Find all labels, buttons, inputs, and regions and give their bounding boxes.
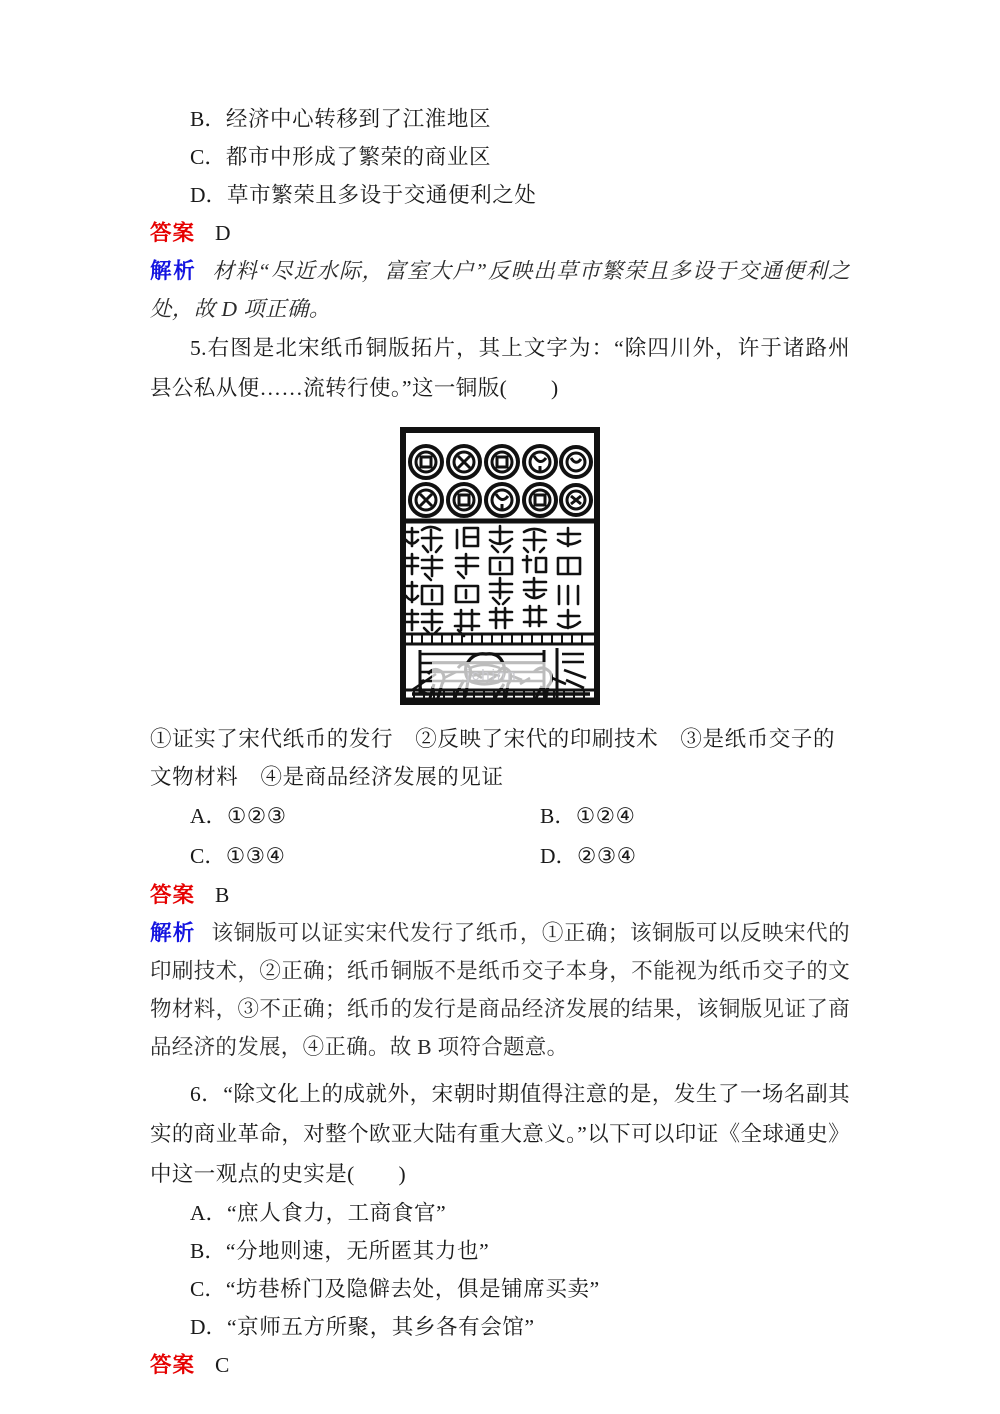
q6-option-b-label: B． bbox=[190, 1239, 226, 1263]
q6-option-a-text: “庶人食力，工商食官” bbox=[227, 1201, 447, 1225]
q4-option-c-label: C． bbox=[190, 145, 226, 169]
q5-analysis-tag: 解析 bbox=[150, 921, 196, 945]
q4-analysis-tag: 解析 bbox=[150, 259, 197, 283]
q4-analysis bbox=[150, 252, 850, 328]
q6-answer-tag: 答案 bbox=[150, 1353, 196, 1377]
q5-option-c bbox=[190, 836, 540, 876]
q5-analysis-text: 该铜版可以证实宋代发行了纸币，①正确；该铜版可以反映宋代的印刷技术，②正确；纸币铜版不是纸币交子本身，不能视为纸币交子的文物材料，③不正确；纸币的发行是商品经济发展的结果，该铜版见证了商品经济的发展，④正确。故 B 项符合题意。 bbox=[150, 921, 850, 1059]
q4-option-b-text: 经济中心转移到了江淮地区 bbox=[225, 107, 492, 131]
q5-option-a-text: ①②③ bbox=[227, 804, 287, 828]
q5-answer-value: B bbox=[215, 883, 230, 907]
q4-option-d bbox=[150, 176, 850, 214]
q6-option-b-text: “分地则速，无所匿其力也” bbox=[225, 1239, 490, 1263]
q6-answer-row bbox=[150, 1346, 850, 1384]
q4-answer-tag: 答案 bbox=[150, 221, 196, 245]
q4-option-c-text: 都市中形成了繁荣的商业区 bbox=[225, 145, 492, 169]
q6-option-d-label: D． bbox=[190, 1315, 228, 1339]
q6-option-d bbox=[150, 1308, 850, 1346]
q5-option-b-label: B． bbox=[540, 804, 576, 828]
q4-answer-row bbox=[150, 214, 850, 252]
figure-watermark: jchinn bbox=[432, 662, 552, 688]
q6-option-d-text: “京师五方所聚，其乡各有会馆” bbox=[227, 1315, 535, 1339]
q4-option-b bbox=[150, 100, 850, 138]
q5-option-c-text: ①③④ bbox=[225, 844, 286, 868]
q6-option-b bbox=[150, 1232, 850, 1270]
q5-answer-tag: 答案 bbox=[150, 883, 196, 907]
q6-option-c-text: “坊巷桥门及隐僻去处，俱是铺席买卖” bbox=[225, 1277, 600, 1301]
q5-options-row-1 bbox=[150, 796, 850, 836]
q6-option-c bbox=[150, 1270, 850, 1308]
q6-option-a-label: A． bbox=[190, 1201, 228, 1225]
q5-stem: 5.右图是北宋纸币铜版拓片，其上文字为：“除四川外，许于诸路州县公私从便……流转行使。”这一铜版( ) bbox=[150, 336, 850, 400]
q5-answer-row bbox=[150, 876, 850, 914]
q6-option-c-label: C． bbox=[190, 1277, 226, 1301]
section-spacer bbox=[150, 1066, 850, 1074]
q4-option-b-label: B． bbox=[190, 107, 226, 131]
q5-analysis bbox=[150, 914, 850, 1066]
q4-option-d-text: 草市繁荣且多设于交通便利之处 bbox=[227, 183, 537, 207]
q5-option-b bbox=[540, 796, 850, 836]
q5-option-d bbox=[540, 836, 850, 876]
q5-option-a-label: A． bbox=[190, 804, 228, 828]
q4-option-c bbox=[150, 138, 850, 176]
q6-option-a bbox=[150, 1194, 850, 1232]
page-content bbox=[150, 100, 850, 1384]
q5-option-a bbox=[190, 796, 540, 836]
q4-answer-value: D bbox=[215, 221, 231, 245]
q6-stem: 6．“除文化上的成就外，宋朝时期值得注意的是，发生了一场名副其实的商业革命，对整个欧亚大陆有重大意义。”以下可以印证《全球通史》中这一观点的史实是( ) bbox=[150, 1082, 850, 1186]
q5-option-c-label: C． bbox=[190, 844, 226, 868]
q6-answer-value: C bbox=[215, 1353, 230, 1377]
q5-statements: ①证实了宋代纸币的发行 ②反映了宋代的印刷技术 ③是纸币交子的文物材料 ④是商品经济发展的见证 bbox=[150, 727, 836, 789]
q5-options-row-2 bbox=[150, 836, 850, 876]
q4-analysis-text: 材料“尽近水际，富室大户”反映出草市繁荣且多设于交通便利之处，故 D 项正确。 bbox=[150, 259, 850, 321]
q5-option-d-label: D． bbox=[540, 844, 578, 868]
q5-option-d-text: ②③④ bbox=[577, 844, 637, 868]
q5-figure-wrap bbox=[150, 422, 850, 710]
q5-option-b-text: ①②④ bbox=[575, 804, 636, 828]
q4-option-d-label: D． bbox=[190, 183, 228, 207]
bronze-plate-rubbing-image bbox=[394, 422, 606, 710]
